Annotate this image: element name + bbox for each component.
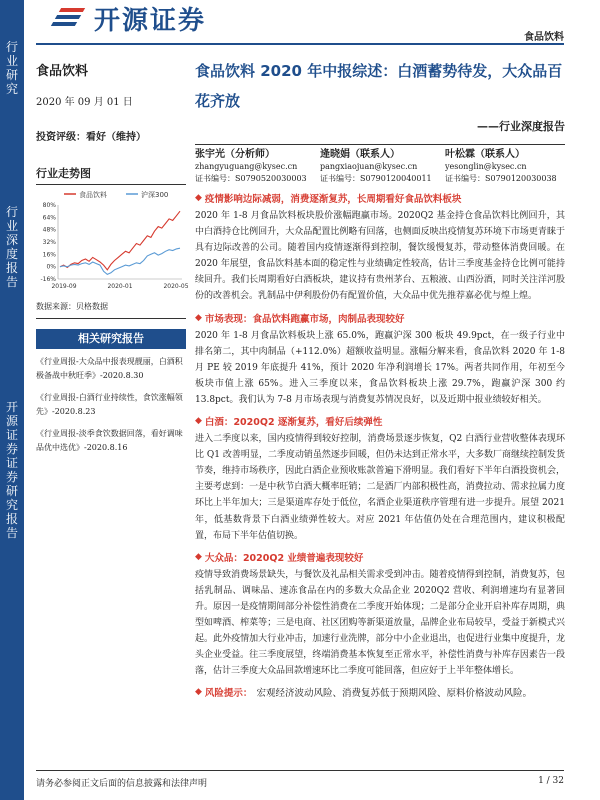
report-subtitle: ——行业深度报告: [477, 120, 565, 133]
related-report-item[interactable]: 《行业周报-淡季食饮数据回落，看好调味品优中选优》-2020.8.16: [36, 429, 183, 452]
section-heading: [195, 191, 565, 205]
investment-rating: 投资评级：看好（维持）: [36, 132, 146, 143]
analyst-card: [320, 149, 445, 185]
legend-label: 沪深300: [141, 191, 169, 199]
section-highlight: 2020Q2 逐渐复苏，看好后续弹性: [233, 417, 383, 429]
section-label: 白酒：: [204, 417, 234, 429]
related-report-item[interactable]: 《行业周报-白酒行业持续性，食饮涨幅领先》-2020.8.23: [36, 393, 183, 416]
diamond-bullet-icon: ◆: [195, 193, 202, 203]
analyst-card: [445, 149, 565, 185]
section-body: 疫情导致消费场景缺失，与餐饮及礼品相关需求受到冲击。随着疫情得到控制，消费复苏，包括乳制品、调味品、速冻食品在内的多数大众品企业 2020Q2 营收、利润增速均有显著回升。原因一是疫情期间部分补偿性消费在二季度开始体现；二是部分企业开启补库存周期，典型如啤酒、榨菜等；三是电商、社区团购等新渠道放量，品牌企业布局较早，受益于新模式兴起。此外疫情加大行业冲击，加速行业洗牌，部分中小企业退出，也促进行业集中度提升，龙头企业受益。往三季度展望，终端消费基本恢复至正常水平，补偿性消费与补库存因素告一段落，估计三季度大众品回款增速环比二季度可能回落，但应好于上半年整体增长。: [195, 569, 565, 677]
analyst-email[interactable]: zhangyuguang@kysec.cn: [195, 162, 298, 171]
related-reports-header: 相关研究报告: [36, 329, 186, 349]
y-tick-label: 16%: [42, 251, 56, 259]
footer-divider: [36, 770, 564, 771]
section-body: 2020 年 1-8 月食品饮料板块上涨 65.0%，跑赢沪深 300 板块 49.9pct，在一级子行业中排名第二，其中肉制品（+112.0%）超额收益明显。涨幅分解来看，食品饮料 2020 年 1-8 月 PE 较 2019 年底提升 41%，预计 2020 年净利润增长 17%。两者共同作用，年初至今板块市值上涨 65%。进入三季度以来，食品饮料板块上涨 29.7%，跑赢沪深 300 约 13.8pct。我们认为 7-8 月市场表现与消费复苏情况良好，以及近期中报业绩较好相关。: [195, 330, 565, 405]
section-highlight: 2020Q2 业绩普遍表现较好: [242, 552, 364, 564]
trend-chart: [36, 187, 189, 297]
data-source: 数据来源：贝格数据: [36, 301, 186, 319]
series-line: [60, 211, 180, 270]
risk-label: 风险提示：: [204, 688, 253, 700]
diamond-bullet-icon: ◆: [195, 416, 202, 427]
analyst-email[interactable]: pangxiaojuan@kysec.cn: [320, 162, 418, 171]
section-heading: [195, 311, 565, 325]
analyst-cert: 证书编号：S0790120030038: [445, 174, 557, 183]
y-tick-label: 0%: [46, 263, 56, 271]
main-column: [195, 50, 565, 699]
x-tick-label: 2020-05: [163, 283, 189, 290]
sector-name: 食品饮料: [36, 64, 89, 79]
x-tick-label: 2019-09: [51, 283, 77, 290]
legend-label: 食品饮料: [79, 191, 107, 199]
diamond-bullet-icon: ◆: [195, 312, 202, 323]
analyst-card: [195, 149, 320, 185]
footer-disclaimer[interactable]: 请务必参阅正文后面的信息披露和法律声明: [36, 779, 208, 789]
risk-text: 宏观经济波动风险、消费复苏低于预期风险、原料价格波动风险。: [256, 688, 532, 700]
y-tick-label: 64%: [42, 214, 56, 222]
related-reports-list: [36, 355, 186, 455]
y-tick-label: 80%: [42, 202, 56, 209]
analyst-cert: 证书编号：S0790520030003: [195, 174, 307, 183]
section-label: 大众品：: [204, 552, 243, 564]
y-tick-label: 48%: [42, 226, 56, 234]
diamond-bullet-icon: ◆: [195, 551, 202, 562]
section-highlight: 食品饮料跑赢市场，肉制品表现较好: [252, 313, 405, 325]
logo-mark-icon: [50, 5, 90, 31]
side-label-research: 行业研究: [5, 40, 18, 96]
section-label: 疫情影响边际减弱，消费逐渐复苏，长周期看好食品饮料板块: [204, 194, 462, 205]
section-overview: [195, 191, 565, 305]
section-heading: [195, 414, 565, 428]
analyst-name: 叶松霖（联系人）: [445, 149, 525, 160]
y-tick-label: -16%: [40, 276, 56, 283]
header-category: 食品饮料: [524, 32, 564, 43]
report-title: 食品饮料 2020 年中报综述：白酒蓄势待发，大众品百花齐放: [195, 62, 563, 110]
analyst-cert: 证书编号：S0790120040011: [320, 174, 432, 183]
section-baijiu: [195, 414, 565, 544]
side-label-report-type: 行业深度报告: [5, 205, 18, 289]
series-line: [60, 248, 180, 274]
trend-chart-title: 行业走势图: [36, 165, 186, 185]
x-tick-label: 2020-01: [107, 283, 133, 290]
section-body: 2020 年 1-8 月食品饮料板块股价涨幅跑赢市场。2020Q2 基金持仓食品饮料比例回升，其中白酒持仓比例回升，大众品配置比例略有回落，也侧面反映出疫情复苏环境下市场更青睐于具有边际改善的公司。随着国内疫情逐渐得到控制，餐饮缓慢复苏，带动整体消费回暖。在 2020 年展望，食品饮料基本面的稳定性与业绩确定性较高，估计三季度基金持仓比例可能持续回升。我们长周期看好白酒板块，建议持有贵州茅台、五粮液、山西汾酒，同时关注洋河股份的改善机会。乳制品中伊利股份仍有配置价值，大众品中优先推荐嘉必优与煌上煌。: [195, 211, 565, 302]
analyst-name: 张宇光（分析师）: [195, 149, 275, 160]
related-report-item[interactable]: 《行业周报-大众品中报表现靓丽，白酒积极备战中秋旺季》-2020.8.30: [36, 357, 183, 380]
analyst-name: 逄晓娟（联系人）: [320, 149, 400, 160]
logo-text: 开源证券: [94, 5, 207, 36]
left-column: [36, 50, 189, 463]
analyst-email[interactable]: yesonglin@kysec.cn: [445, 162, 527, 171]
section-label: 市场表现：: [204, 313, 253, 325]
company-logo: [50, 4, 207, 36]
report-date: 2020 年 09 月 01 日: [36, 97, 133, 108]
page-number: 1 / 32: [538, 776, 564, 786]
side-label-broker: 开源证券 证券研究报告: [5, 400, 18, 540]
risk-warning: [195, 685, 565, 699]
analyst-block: [195, 144, 565, 185]
section-heading: [195, 550, 565, 564]
diamond-bullet-icon: ◆: [195, 687, 202, 698]
y-tick-label: 32%: [42, 239, 56, 246]
section-body: 进入二季度以来，国内疫情得到较好控制，消费场景逐步恢复，Q2 白酒行业营收整体表现环比 Q1 改善明显，二季度动销虽然逐步回暖，但仍未达到正常水平，大多数厂商继续控制发货节奏，维持市场秩序，因此白酒企业预收账款普遍下滑明显。我们看好下半年白酒投资机会，主要考虑到：一是中秋节白酒大概率旺销；二是酒厂内部积极性高，消费拉动、需求拉属力度环比上半年加大；三是渠道库存处于低位，名酒企业渠道秩序管理有进一步提升。展望 2021 年，低基数背景下白酒业绩弹性较大。对应 2021 年估值仍处在合理范围内，建议积极配置，布局下半年估值切换。: [195, 434, 565, 541]
side-band: [0, 0, 24, 800]
section-mass-market: [195, 550, 565, 680]
section-market: [195, 311, 565, 408]
header-divider: [36, 43, 564, 45]
trend-chart-svg: [36, 187, 189, 297]
